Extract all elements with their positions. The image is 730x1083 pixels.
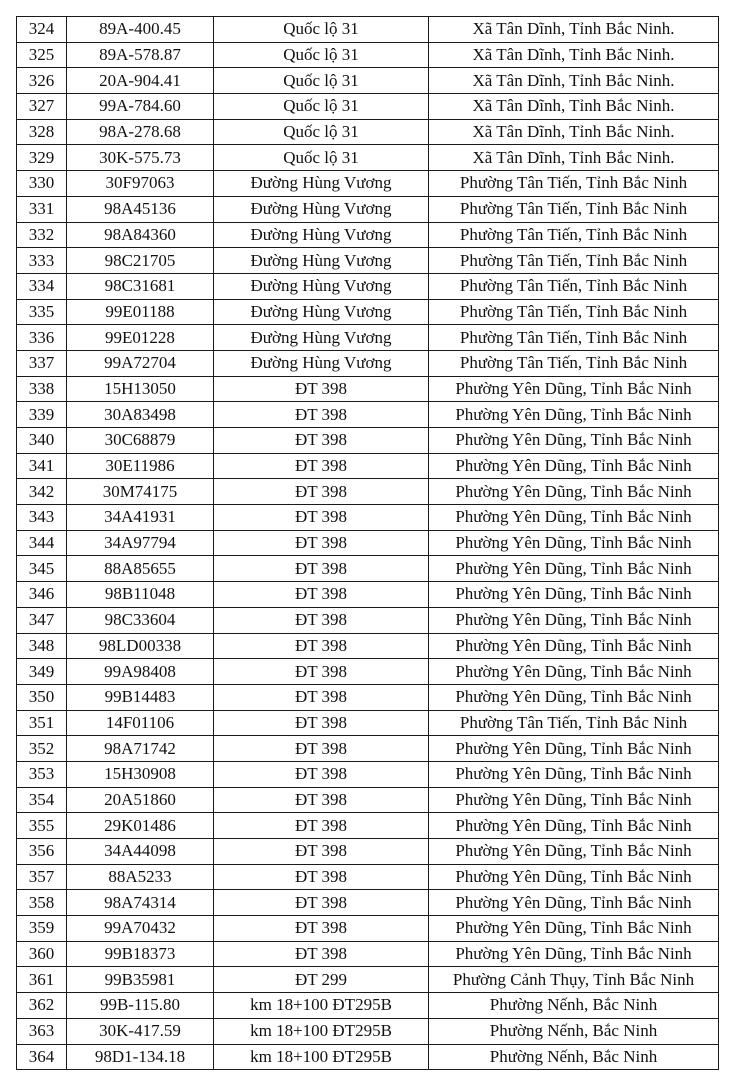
table-row bbox=[17, 633, 719, 659]
location-cell: Phường Yên Dũng, Tỉnh Bắc Ninh bbox=[429, 402, 719, 428]
road-cell: ĐT 398 bbox=[214, 376, 429, 402]
license-plate-cell: 34A97794 bbox=[67, 530, 214, 556]
license-plate-cell: 98A45136 bbox=[67, 196, 214, 222]
road-cell: Đường Hùng Vương bbox=[214, 222, 429, 248]
row-number-cell: 357 bbox=[17, 864, 67, 890]
table-row bbox=[17, 736, 719, 762]
location-cell: Phường Yên Dũng, Tỉnh Bắc Ninh bbox=[429, 659, 719, 685]
license-plate-cell: 98LD00338 bbox=[67, 633, 214, 659]
location-cell: Phường Tân Tiến, Tỉnh Bắc Ninh bbox=[429, 710, 719, 736]
license-plate-cell: 30A83498 bbox=[67, 402, 214, 428]
road-cell: ĐT 398 bbox=[214, 453, 429, 479]
table-row bbox=[17, 376, 719, 402]
table-row bbox=[17, 505, 719, 531]
road-cell: Quốc lộ 31 bbox=[214, 94, 429, 120]
table-row bbox=[17, 402, 719, 428]
location-cell: Phường Yên Dũng, Tỉnh Bắc Ninh bbox=[429, 428, 719, 454]
license-plate-cell: 89A-400.45 bbox=[67, 17, 214, 43]
table-row bbox=[17, 659, 719, 685]
road-cell: ĐT 398 bbox=[214, 864, 429, 890]
license-plate-cell: 88A5233 bbox=[67, 864, 214, 890]
row-number-cell: 325 bbox=[17, 42, 67, 68]
table-row bbox=[17, 222, 719, 248]
location-cell: Xã Tân Dĩnh, Tỉnh Bắc Ninh. bbox=[429, 68, 719, 94]
road-cell: Quốc lộ 31 bbox=[214, 145, 429, 171]
license-plate-cell: 88A85655 bbox=[67, 556, 214, 582]
table-row bbox=[17, 350, 719, 376]
table-row bbox=[17, 864, 719, 890]
row-number-cell: 330 bbox=[17, 171, 67, 197]
road-cell: Đường Hùng Vương bbox=[214, 325, 429, 351]
road-cell: Quốc lộ 31 bbox=[214, 68, 429, 94]
license-plate-cell: 98A84360 bbox=[67, 222, 214, 248]
location-cell: Phường Tân Tiến, Tỉnh Bắc Ninh bbox=[429, 171, 719, 197]
road-cell: ĐT 299 bbox=[214, 967, 429, 993]
road-cell: ĐT 398 bbox=[214, 505, 429, 531]
table-row bbox=[17, 941, 719, 967]
row-number-cell: 359 bbox=[17, 916, 67, 942]
table-row bbox=[17, 248, 719, 274]
license-plate-cell: 99E01228 bbox=[67, 325, 214, 351]
table-row bbox=[17, 993, 719, 1019]
table-row bbox=[17, 916, 719, 942]
license-plate-cell: 98A71742 bbox=[67, 736, 214, 762]
row-number-cell: 364 bbox=[17, 1044, 67, 1070]
table-row bbox=[17, 171, 719, 197]
location-cell: Phường Tân Tiến, Tỉnh Bắc Ninh bbox=[429, 350, 719, 376]
road-cell: Quốc lộ 31 bbox=[214, 17, 429, 43]
location-cell: Phường Yên Dũng, Tỉnh Bắc Ninh bbox=[429, 941, 719, 967]
row-number-cell: 334 bbox=[17, 273, 67, 299]
license-plate-cell: 14F01106 bbox=[67, 710, 214, 736]
location-cell: Phường Tân Tiến, Tỉnh Bắc Ninh bbox=[429, 299, 719, 325]
location-cell: Phường Yên Dũng, Tỉnh Bắc Ninh bbox=[429, 864, 719, 890]
row-number-cell: 362 bbox=[17, 993, 67, 1019]
road-cell: ĐT 398 bbox=[214, 941, 429, 967]
license-plate-cell: 99A98408 bbox=[67, 659, 214, 685]
table-row bbox=[17, 967, 719, 993]
table-row bbox=[17, 68, 719, 94]
license-plate-cell: 30K-417.59 bbox=[67, 1018, 214, 1044]
location-cell: Phường Yên Dũng, Tỉnh Bắc Ninh bbox=[429, 505, 719, 531]
road-cell: ĐT 398 bbox=[214, 916, 429, 942]
row-number-cell: 343 bbox=[17, 505, 67, 531]
table-row bbox=[17, 582, 719, 608]
row-number-cell: 346 bbox=[17, 582, 67, 608]
row-number-cell: 358 bbox=[17, 890, 67, 916]
road-cell: ĐT 398 bbox=[214, 736, 429, 762]
location-cell: Phường Nếnh, Bắc Ninh bbox=[429, 993, 719, 1019]
row-number-cell: 341 bbox=[17, 453, 67, 479]
license-plate-cell: 99B35981 bbox=[67, 967, 214, 993]
license-plate-cell: 98D1-134.18 bbox=[67, 1044, 214, 1070]
location-cell: Phường Tân Tiến, Tỉnh Bắc Ninh bbox=[429, 222, 719, 248]
road-cell: ĐT 398 bbox=[214, 813, 429, 839]
location-cell: Phường Yên Dũng, Tỉnh Bắc Ninh bbox=[429, 916, 719, 942]
road-cell: ĐT 398 bbox=[214, 890, 429, 916]
road-cell: Quốc lộ 31 bbox=[214, 119, 429, 145]
row-number-cell: 351 bbox=[17, 710, 67, 736]
table-row bbox=[17, 813, 719, 839]
row-number-cell: 339 bbox=[17, 402, 67, 428]
license-plate-cell: 99A-784.60 bbox=[67, 94, 214, 120]
table-row bbox=[17, 839, 719, 865]
license-plate-cell: 30E11986 bbox=[67, 453, 214, 479]
row-number-cell: 335 bbox=[17, 299, 67, 325]
row-number-cell: 328 bbox=[17, 119, 67, 145]
road-cell: ĐT 398 bbox=[214, 710, 429, 736]
location-cell: Phường Yên Dũng, Tỉnh Bắc Ninh bbox=[429, 556, 719, 582]
row-number-cell: 324 bbox=[17, 17, 67, 43]
location-cell: Phường Yên Dũng, Tỉnh Bắc Ninh bbox=[429, 761, 719, 787]
row-number-cell: 338 bbox=[17, 376, 67, 402]
road-cell: ĐT 398 bbox=[214, 556, 429, 582]
road-cell: ĐT 398 bbox=[214, 839, 429, 865]
license-plate-cell: 20A51860 bbox=[67, 787, 214, 813]
row-number-cell: 344 bbox=[17, 530, 67, 556]
road-cell: ĐT 398 bbox=[214, 761, 429, 787]
row-number-cell: 361 bbox=[17, 967, 67, 993]
row-number-cell: 340 bbox=[17, 428, 67, 454]
location-cell: Phường Nếnh, Bắc Ninh bbox=[429, 1044, 719, 1070]
row-number-cell: 331 bbox=[17, 196, 67, 222]
violations-table bbox=[16, 16, 719, 1070]
road-cell: Đường Hùng Vương bbox=[214, 248, 429, 274]
row-number-cell: 345 bbox=[17, 556, 67, 582]
location-cell: Phường Tân Tiến, Tỉnh Bắc Ninh bbox=[429, 248, 719, 274]
location-cell: Xã Tân Dĩnh, Tỉnh Bắc Ninh. bbox=[429, 42, 719, 68]
location-cell: Xã Tân Dĩnh, Tỉnh Bắc Ninh. bbox=[429, 119, 719, 145]
road-cell: ĐT 398 bbox=[214, 530, 429, 556]
road-cell: ĐT 398 bbox=[214, 582, 429, 608]
location-cell: Phường Yên Dũng, Tỉnh Bắc Ninh bbox=[429, 607, 719, 633]
license-plate-cell: 98A-278.68 bbox=[67, 119, 214, 145]
road-cell: km 18+100 ĐT295B bbox=[214, 1044, 429, 1070]
table-row bbox=[17, 710, 719, 736]
license-plate-cell: 30M74175 bbox=[67, 479, 214, 505]
license-plate-cell: 89A-578.87 bbox=[67, 42, 214, 68]
row-number-cell: 329 bbox=[17, 145, 67, 171]
row-number-cell: 353 bbox=[17, 761, 67, 787]
road-cell: Đường Hùng Vương bbox=[214, 350, 429, 376]
row-number-cell: 356 bbox=[17, 839, 67, 865]
license-plate-cell: 99B-115.80 bbox=[67, 993, 214, 1019]
road-cell: ĐT 398 bbox=[214, 659, 429, 685]
road-cell: km 18+100 ĐT295B bbox=[214, 1018, 429, 1044]
location-cell: Phường Yên Dũng, Tỉnh Bắc Ninh bbox=[429, 839, 719, 865]
license-plate-cell: 30C68879 bbox=[67, 428, 214, 454]
row-number-cell: 337 bbox=[17, 350, 67, 376]
location-cell: Xã Tân Dĩnh, Tỉnh Bắc Ninh. bbox=[429, 94, 719, 120]
license-plate-cell: 98C33604 bbox=[67, 607, 214, 633]
location-cell: Phường Yên Dũng, Tỉnh Bắc Ninh bbox=[429, 684, 719, 710]
road-cell: km 18+100 ĐT295B bbox=[214, 993, 429, 1019]
table-row bbox=[17, 196, 719, 222]
row-number-cell: 349 bbox=[17, 659, 67, 685]
table-row bbox=[17, 428, 719, 454]
road-cell: ĐT 398 bbox=[214, 402, 429, 428]
license-plate-cell: 30F97063 bbox=[67, 171, 214, 197]
license-plate-cell: 99A72704 bbox=[67, 350, 214, 376]
table-row bbox=[17, 453, 719, 479]
row-number-cell: 350 bbox=[17, 684, 67, 710]
license-plate-cell: 98C31681 bbox=[67, 273, 214, 299]
table-row bbox=[17, 787, 719, 813]
license-plate-cell: 99E01188 bbox=[67, 299, 214, 325]
license-plate-cell: 30K-575.73 bbox=[67, 145, 214, 171]
table-row bbox=[17, 607, 719, 633]
license-plate-cell: 34A44098 bbox=[67, 839, 214, 865]
table-row bbox=[17, 273, 719, 299]
row-number-cell: 326 bbox=[17, 68, 67, 94]
location-cell: Xã Tân Dĩnh, Tỉnh Bắc Ninh. bbox=[429, 17, 719, 43]
license-plate-cell: 99B18373 bbox=[67, 941, 214, 967]
location-cell: Xã Tân Dĩnh, Tỉnh Bắc Ninh. bbox=[429, 145, 719, 171]
table-row bbox=[17, 325, 719, 351]
row-number-cell: 348 bbox=[17, 633, 67, 659]
location-cell: Phường Yên Dũng, Tỉnh Bắc Ninh bbox=[429, 787, 719, 813]
row-number-cell: 354 bbox=[17, 787, 67, 813]
location-cell: Phường Yên Dũng, Tỉnh Bắc Ninh bbox=[429, 376, 719, 402]
row-number-cell: 360 bbox=[17, 941, 67, 967]
row-number-cell: 352 bbox=[17, 736, 67, 762]
location-cell: Phường Yên Dũng, Tỉnh Bắc Ninh bbox=[429, 530, 719, 556]
row-number-cell: 327 bbox=[17, 94, 67, 120]
location-cell: Phường Yên Dũng, Tỉnh Bắc Ninh bbox=[429, 890, 719, 916]
location-cell: Phường Yên Dũng, Tỉnh Bắc Ninh bbox=[429, 479, 719, 505]
license-plate-cell: 99A70432 bbox=[67, 916, 214, 942]
table-row bbox=[17, 479, 719, 505]
table-row bbox=[17, 890, 719, 916]
row-number-cell: 347 bbox=[17, 607, 67, 633]
row-number-cell: 333 bbox=[17, 248, 67, 274]
road-cell: ĐT 398 bbox=[214, 787, 429, 813]
location-cell: Phường Yên Dũng, Tỉnh Bắc Ninh bbox=[429, 813, 719, 839]
location-cell: Phường Cảnh Thụy, Tỉnh Bắc Ninh bbox=[429, 967, 719, 993]
row-number-cell: 336 bbox=[17, 325, 67, 351]
location-cell: Phường Yên Dũng, Tỉnh Bắc Ninh bbox=[429, 453, 719, 479]
road-cell: Quốc lộ 31 bbox=[214, 42, 429, 68]
table-row bbox=[17, 556, 719, 582]
table-row bbox=[17, 684, 719, 710]
table-row bbox=[17, 761, 719, 787]
license-plate-cell: 34A41931 bbox=[67, 505, 214, 531]
road-cell: ĐT 398 bbox=[214, 633, 429, 659]
road-cell: ĐT 398 bbox=[214, 684, 429, 710]
table-row bbox=[17, 530, 719, 556]
location-cell: Phường Tân Tiến, Tỉnh Bắc Ninh bbox=[429, 273, 719, 299]
road-cell: ĐT 398 bbox=[214, 428, 429, 454]
table-body bbox=[17, 17, 719, 1070]
license-plate-cell: 98B11048 bbox=[67, 582, 214, 608]
location-cell: Phường Tân Tiến, Tỉnh Bắc Ninh bbox=[429, 325, 719, 351]
license-plate-cell: 20A-904.41 bbox=[67, 68, 214, 94]
location-cell: Phường Yên Dũng, Tỉnh Bắc Ninh bbox=[429, 582, 719, 608]
location-cell: Phường Nếnh, Bắc Ninh bbox=[429, 1018, 719, 1044]
table-row bbox=[17, 94, 719, 120]
road-cell: Đường Hùng Vương bbox=[214, 273, 429, 299]
license-plate-cell: 15H30908 bbox=[67, 761, 214, 787]
table-row bbox=[17, 1044, 719, 1070]
row-number-cell: 363 bbox=[17, 1018, 67, 1044]
road-cell: ĐT 398 bbox=[214, 479, 429, 505]
table-row bbox=[17, 119, 719, 145]
table-row bbox=[17, 145, 719, 171]
table-row bbox=[17, 299, 719, 325]
license-plate-cell: 15H13050 bbox=[67, 376, 214, 402]
license-plate-cell: 98C21705 bbox=[67, 248, 214, 274]
table-row bbox=[17, 1018, 719, 1044]
location-cell: Phường Yên Dũng, Tỉnh Bắc Ninh bbox=[429, 633, 719, 659]
road-cell: Đường Hùng Vương bbox=[214, 299, 429, 325]
table-row bbox=[17, 42, 719, 68]
row-number-cell: 355 bbox=[17, 813, 67, 839]
location-cell: Phường Tân Tiến, Tỉnh Bắc Ninh bbox=[429, 196, 719, 222]
license-plate-cell: 99B14483 bbox=[67, 684, 214, 710]
row-number-cell: 332 bbox=[17, 222, 67, 248]
location-cell: Phường Yên Dũng, Tỉnh Bắc Ninh bbox=[429, 736, 719, 762]
table-row bbox=[17, 17, 719, 43]
license-plate-cell: 29K01486 bbox=[67, 813, 214, 839]
row-number-cell: 342 bbox=[17, 479, 67, 505]
license-plate-cell: 98A74314 bbox=[67, 890, 214, 916]
road-cell: Đường Hùng Vương bbox=[214, 196, 429, 222]
road-cell: ĐT 398 bbox=[214, 607, 429, 633]
road-cell: Đường Hùng Vương bbox=[214, 171, 429, 197]
